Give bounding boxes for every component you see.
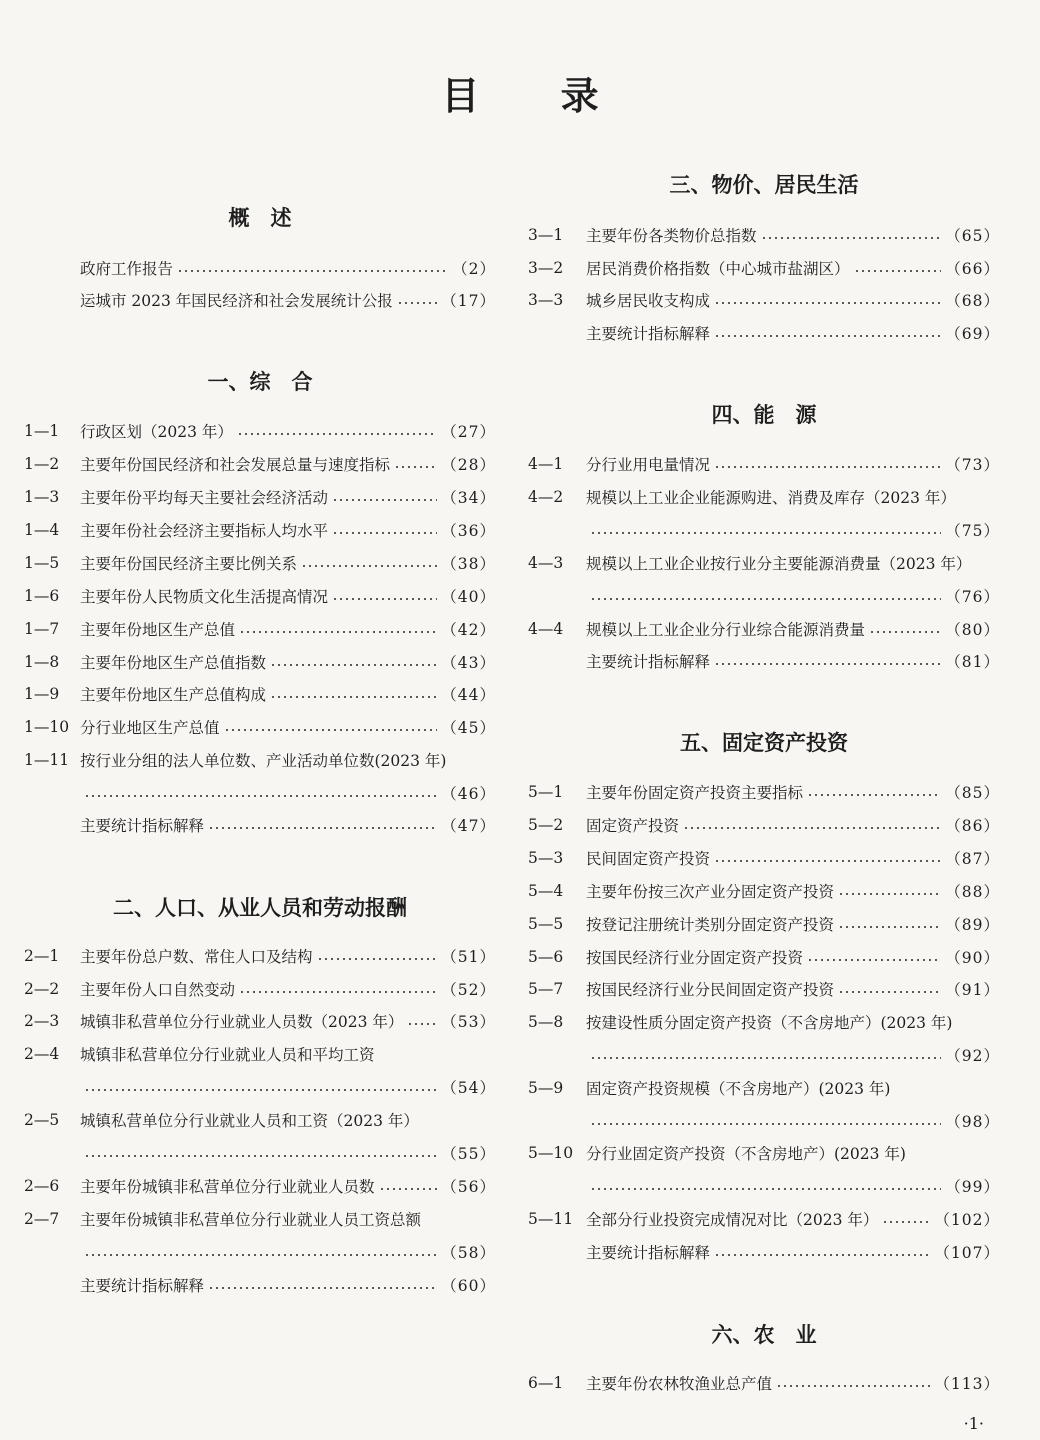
dot-leader: [239, 631, 437, 633]
toc-entry-number: 1—3: [24, 488, 60, 506]
dot-leader: [590, 1123, 941, 1125]
dot-leader: [237, 433, 437, 435]
toc-entry-title: 分行业用电量情况: [586, 456, 711, 474]
toc-entry-number: 3—2: [528, 259, 564, 277]
toc-entry-page: （80）: [945, 621, 1000, 639]
toc-entry-page: （40）: [441, 588, 496, 606]
toc-entry: [528, 483, 1000, 511]
toc-entry[interactable]: [528, 910, 1000, 938]
toc-entry-number: 5—1: [528, 783, 564, 801]
toc-entry-title: 规模以上工业企业能源购进、消费及库存（2023 年）: [586, 489, 956, 507]
toc-entry[interactable]: [528, 1238, 1000, 1266]
toc-entry-page: （51）: [441, 948, 496, 966]
toc-entry-page: （58）: [441, 1244, 496, 1262]
toc-entry[interactable]: [528, 1107, 1000, 1135]
page-number: ·1·: [963, 1414, 984, 1433]
toc-entry-page: （81）: [945, 653, 1000, 671]
toc-entry-title: 城镇私营单位分行业就业人员和工资（2023 年）: [80, 1112, 419, 1130]
toc-entry-number: 1—11: [24, 751, 70, 769]
toc-entry[interactable]: [528, 582, 1000, 610]
toc-entry-title: 分行业固定资产投资（不含房地产）(2023 年): [586, 1145, 906, 1163]
toc-entry-title: 全部分行业投资完成情况对比（2023 年）: [586, 1211, 879, 1229]
section-heading: 一、综 合: [207, 370, 313, 394]
toc-entry-page: （38）: [441, 555, 496, 573]
section-heading: 三、物价、居民生活: [669, 173, 859, 197]
dot-leader: [84, 1155, 437, 1157]
toc-entry[interactable]: [528, 319, 1000, 347]
toc-entry-number: 4—1: [528, 455, 564, 473]
toc-entry-page: （85）: [945, 784, 1000, 802]
toc-entry[interactable]: [24, 713, 496, 741]
dot-leader: [838, 991, 941, 993]
toc-entry-title: 政府工作报告: [80, 260, 174, 278]
toc-entry-title: 主要年份平均每天主要社会经济活动: [80, 489, 329, 507]
toc-entry-title: 主要统计指标解释: [586, 1244, 711, 1262]
toc-entry-title: 按国民经济行业分固定资产投资: [586, 949, 804, 967]
dot-leader: [838, 893, 941, 895]
toc-entry[interactable]: [528, 1172, 1000, 1200]
toc-entry[interactable]: [528, 811, 1000, 839]
toc-entry-page: （98）: [945, 1113, 1000, 1131]
toc-entry-title: 规模以上工业企业按行业分主要能源消费量（2023 年）: [586, 555, 972, 573]
toc-entry-page: （42）: [441, 621, 496, 639]
dot-leader: [590, 1188, 941, 1190]
toc-entry[interactable]: [528, 975, 1000, 1003]
toc-entry-page: （86）: [945, 817, 1000, 835]
toc-entry-page: （54）: [441, 1079, 496, 1097]
section-heading: 概 述: [228, 206, 292, 230]
toc-entry-title: 主要年份人民物质文化生活提高情况: [80, 588, 329, 606]
toc-entry[interactable]: [24, 483, 496, 511]
dot-leader: [379, 1188, 438, 1190]
toc-entry-number: 2—2: [24, 980, 60, 998]
toc-entry-title: 主要年份地区生产总值构成: [80, 686, 267, 704]
toc-entry-number: 5—7: [528, 980, 564, 998]
toc-entry-title: 城镇非私营单位分行业就业人员数（2023 年）: [80, 1013, 404, 1031]
section-heading: 二、人口、从业人员和劳动报酬: [113, 896, 407, 920]
toc-entry-title: 主要年份总户数、常住人口及结构: [80, 948, 313, 966]
dot-leader: [714, 663, 941, 665]
toc-entry[interactable]: [528, 286, 1000, 314]
toc-entry-title: 主要年份国民经济和社会发展总量与速度指标: [80, 456, 391, 474]
toc-entry-title: 固定资产投资规模（不含房地产）(2023 年): [586, 1080, 891, 1098]
toc-entry[interactable]: [24, 1007, 496, 1035]
dot-leader: [761, 237, 942, 239]
toc-entry-page: （91）: [945, 981, 1000, 999]
dot-leader: [590, 1057, 941, 1059]
toc-entry-title: 运城市 2023 年国民经济和社会发展统计公报: [80, 292, 393, 310]
toc-entry-title: 主要年份地区生产总值指数: [80, 654, 267, 672]
dot-leader: [776, 1385, 930, 1387]
dot-leader: [394, 466, 437, 468]
toc-entry-number: 2—3: [24, 1012, 60, 1030]
toc-entry-title: 行政区划（2023 年）: [80, 423, 233, 441]
toc-entry[interactable]: [528, 943, 1000, 971]
toc-entry-page: （66）: [945, 260, 1000, 278]
dot-leader: [683, 827, 941, 829]
dot-leader: [84, 795, 437, 797]
toc-entry-page: （113）: [934, 1375, 1000, 1393]
toc-entry-number: 1—5: [24, 554, 60, 572]
toc-entry-title: 主要年份城镇非私营单位分行业就业人员工资总额: [80, 1211, 422, 1229]
toc-entry-title: 城镇非私营单位分行业就业人员和平均工资: [80, 1046, 375, 1064]
toc-entry-number: 5—5: [528, 915, 564, 933]
toc-entry-number: 5—10: [528, 1144, 574, 1162]
toc-entry-page: （102）: [934, 1211, 1000, 1229]
dot-leader: [854, 270, 942, 272]
toc-entry-page: （44）: [441, 686, 496, 704]
dot-leader: [270, 664, 437, 666]
toc-entry[interactable]: [24, 417, 496, 445]
toc-entry-number: 5—2: [528, 816, 564, 834]
toc-entry-number: 1—4: [24, 521, 60, 539]
toc-entry-title: 主要年份人口自然变动: [80, 981, 236, 999]
toc-entry: [528, 1008, 1000, 1036]
dot-leader: [869, 631, 941, 633]
toc-entry-title: 城乡居民收支构成: [586, 292, 711, 310]
toc-entry-number: 2—4: [24, 1045, 60, 1063]
dot-leader: [177, 270, 448, 272]
toc-entry-title: 居民消费价格指数（中心城市盐湖区）: [586, 260, 850, 278]
toc-entry[interactable]: [24, 516, 496, 544]
toc-entry-title: 主要统计指标解释: [586, 653, 711, 671]
toc-entry-page: （73）: [945, 456, 1000, 474]
toc-entry-page: （69）: [945, 325, 1000, 343]
dot-leader: [332, 499, 437, 501]
toc-entry-number: 4—2: [528, 488, 564, 506]
toc-entry: [528, 1139, 1000, 1167]
dot-leader: [270, 696, 437, 698]
toc-entry[interactable]: [528, 221, 1000, 249]
toc-entry-number: 6—1: [528, 1374, 564, 1392]
toc-entry-number: 2—6: [24, 1177, 60, 1195]
toc-entry[interactable]: [24, 1172, 496, 1200]
toc-entry-number: 1—10: [24, 718, 70, 736]
toc-entry-page: （107）: [934, 1244, 1000, 1262]
section-heading: 六、农 业: [711, 1323, 817, 1347]
toc-entry[interactable]: [528, 516, 1000, 544]
toc-entry[interactable]: [528, 615, 1000, 643]
toc-entry-page: （99）: [945, 1178, 1000, 1196]
toc-entry-page: （52）: [441, 981, 496, 999]
toc-entry-page: （65）: [945, 227, 1000, 245]
toc-entry-number: 2—5: [24, 1111, 60, 1129]
toc-entry-number: 5—4: [528, 882, 564, 900]
dot-leader: [714, 335, 941, 337]
toc-entry-title: 按登记注册统计类别分固定资产投资: [586, 916, 835, 934]
toc-entry[interactable]: [24, 254, 496, 282]
dot-leader: [301, 565, 437, 567]
dot-leader: [807, 959, 941, 961]
toc-entry[interactable]: [24, 1238, 496, 1266]
toc-entry-title: 主要年份社会经济主要指标人均水平: [80, 522, 329, 540]
toc-entry-page: （45）: [441, 719, 496, 737]
toc-entry[interactable]: [528, 844, 1000, 872]
toc-entry-page: （27）: [441, 423, 496, 441]
toc-entry-page: （76）: [945, 588, 1000, 606]
toc-entry[interactable]: [528, 1205, 1000, 1233]
dot-leader: [882, 1221, 930, 1223]
toc-entry-page: （34）: [441, 489, 496, 507]
toc-entry-number: 5—9: [528, 1079, 564, 1097]
toc-entry-title: 主要年份固定资产投资主要指标: [586, 784, 804, 802]
toc-entry-page: （43）: [441, 654, 496, 672]
toc-entry-number: 4—3: [528, 554, 564, 572]
toc-entry-number: 1—9: [24, 685, 60, 703]
toc-entry: [528, 1074, 1000, 1102]
dot-leader: [317, 958, 438, 960]
toc-entry-title: 按国民经济行业分民间固定资产投资: [586, 981, 835, 999]
toc-entry-title: 主要统计指标解释: [80, 817, 205, 835]
toc-entry-page: （89）: [945, 916, 1000, 934]
toc-entry-number: 1—1: [24, 422, 60, 440]
toc-entry-page: （17）: [441, 292, 496, 310]
toc-entry-page: （53）: [441, 1013, 496, 1031]
toc-entry-title: 按行业分组的法人单位数、产业活动单位数(2023 年): [80, 752, 447, 770]
toc-entry-page: （75）: [945, 522, 1000, 540]
dot-leader: [838, 926, 941, 928]
toc-entry[interactable]: [24, 779, 496, 807]
toc-entry-number: 2—1: [24, 947, 60, 965]
toc-entry-page: （90）: [945, 949, 1000, 967]
toc-entry[interactable]: [24, 1271, 496, 1299]
toc-entry-title: 主要年份国民经济主要比例关系: [80, 555, 298, 573]
toc-entry-page: （88）: [945, 883, 1000, 901]
page-title: 目 录: [441, 74, 633, 118]
toc-entry: [24, 1040, 496, 1068]
toc-entry-number: 5—11: [528, 1210, 574, 1228]
toc-entry[interactable]: [528, 450, 1000, 478]
dot-leader: [84, 1089, 437, 1091]
toc-entry[interactable]: [24, 450, 496, 478]
toc-entry[interactable]: [24, 942, 496, 970]
dot-leader: [224, 729, 438, 731]
section-heading: 四、能 源: [711, 403, 817, 427]
toc-entry-number: 5—3: [528, 849, 564, 867]
toc-entry-title: 按建设性质分固定资产投资（不含房地产）(2023 年): [586, 1014, 953, 1032]
toc-entry[interactable]: [24, 811, 496, 839]
toc-entry-number: 3—1: [528, 226, 564, 244]
dot-leader: [714, 302, 941, 304]
dot-leader: [714, 860, 941, 862]
toc-entry-title: 主要年份按三次产业分固定资产投资: [586, 883, 835, 901]
toc-entry[interactable]: [24, 615, 496, 643]
toc-entry[interactable]: [24, 1139, 496, 1167]
dot-leader: [714, 466, 941, 468]
toc-entry-title: 固定资产投资: [586, 817, 680, 835]
toc-entry[interactable]: [528, 877, 1000, 905]
toc-entry-page: （60）: [441, 1277, 496, 1295]
toc-entry-title: 分行业地区生产总值: [80, 719, 220, 737]
toc-entry-page: （47）: [441, 817, 496, 835]
toc-entry-number: 2—7: [24, 1210, 60, 1228]
toc-entry-title: 主要统计指标解释: [586, 325, 711, 343]
toc-entry-page: （46）: [441, 785, 496, 803]
dot-leader: [332, 598, 437, 600]
toc-entry-title: 主要年份各类物价总指数: [586, 227, 757, 245]
toc-entry[interactable]: [528, 778, 1000, 806]
dot-leader: [590, 598, 941, 600]
dot-leader: [239, 991, 437, 993]
toc-entry-page: （87）: [945, 850, 1000, 868]
dot-leader: [714, 1254, 930, 1256]
toc-entry[interactable]: [24, 680, 496, 708]
toc-entry-number: 3—3: [528, 291, 564, 309]
toc-entry-page: （55）: [441, 1145, 496, 1163]
toc-entry[interactable]: [24, 286, 496, 314]
toc-entry[interactable]: [528, 647, 1000, 675]
toc-entry-number: 1—2: [24, 455, 60, 473]
toc-entry-number: 1—8: [24, 653, 60, 671]
toc-entry-title: 主要年份地区生产总值: [80, 621, 236, 639]
dot-leader: [208, 827, 437, 829]
toc-entry-number: 4—4: [528, 620, 564, 638]
toc-entry-number: 1—7: [24, 620, 60, 638]
toc-entry-number: 1—6: [24, 587, 60, 605]
toc-entry[interactable]: [24, 549, 496, 577]
dot-leader: [208, 1287, 437, 1289]
toc-entry[interactable]: [24, 1073, 496, 1101]
toc-entry-title: 民间固定资产投资: [586, 850, 711, 868]
toc-entry-number: 5—6: [528, 948, 564, 966]
toc-entry-page: （68）: [945, 292, 1000, 310]
section-heading: 五、固定资产投资: [680, 731, 848, 755]
dot-leader: [397, 302, 437, 304]
toc-entry: [24, 1106, 496, 1134]
toc-entry-page: （2）: [452, 260, 496, 278]
toc-entry-title: 主要年份城镇非私营单位分行业就业人员数: [80, 1178, 375, 1196]
toc-entry-number: 5—8: [528, 1013, 564, 1031]
toc-entry-page: （28）: [441, 456, 496, 474]
dot-leader: [590, 532, 941, 534]
toc-entry: [528, 549, 1000, 577]
dot-leader: [407, 1023, 437, 1025]
toc-entry[interactable]: [528, 254, 1000, 282]
toc-entry-title: 主要年份农林牧渔业总产值: [586, 1375, 773, 1393]
toc-entry-title: 主要统计指标解释: [80, 1277, 205, 1295]
dot-leader: [332, 532, 437, 534]
toc-entry[interactable]: [528, 1041, 1000, 1069]
toc-entry[interactable]: [24, 975, 496, 1003]
toc-entry-page: （36）: [441, 522, 496, 540]
dot-leader: [807, 794, 941, 796]
toc-entry-page: （92）: [945, 1047, 1000, 1065]
toc-entry: [24, 746, 496, 774]
toc-entry-title: 规模以上工业企业分行业综合能源消费量: [586, 621, 866, 639]
toc-entry: [24, 1205, 496, 1233]
toc-entry[interactable]: [528, 1369, 1000, 1397]
toc-entry[interactable]: [24, 582, 496, 610]
dot-leader: [84, 1254, 437, 1256]
toc-entry-page: （56）: [441, 1178, 496, 1196]
toc-entry[interactable]: [24, 648, 496, 676]
